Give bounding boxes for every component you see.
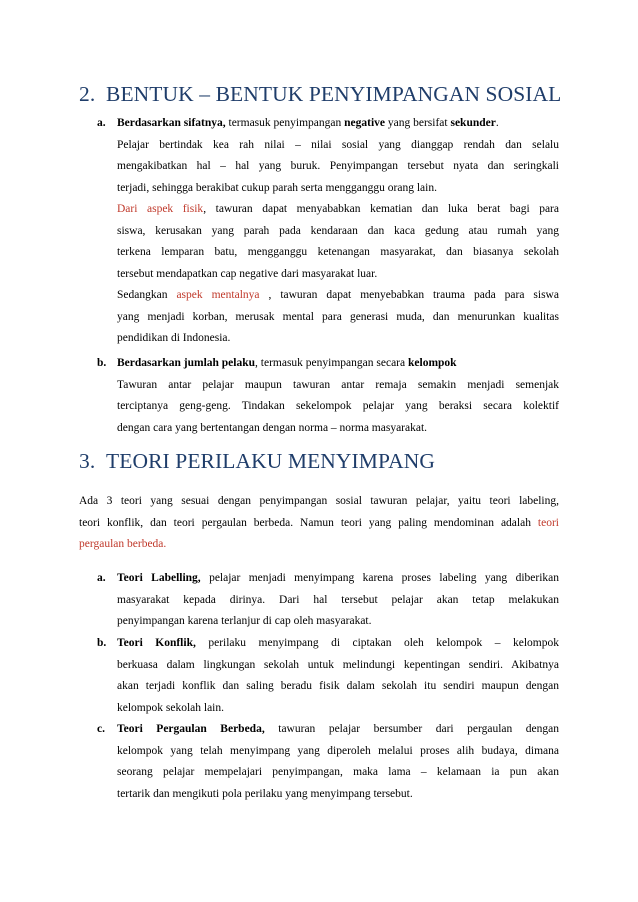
highlight-pergaulan-berbeda: pergaulan berbeda. <box>79 538 167 550</box>
paragraph-line: Tawuran antar pelajar maupun tawuran antar remaja semakin menjadi semenjak <box>117 378 559 391</box>
paragraph-line: berkuasa dalam lingkungan sekolah untuk melindungi kepentingan sendiri. Akibatnya <box>117 658 559 671</box>
list-item-teori-labelling <box>117 568 559 633</box>
paragraph-line: kelompok yang telah menyimpang yang diperoleh melalui proses alih budaya, dimana <box>117 744 559 757</box>
paragraph-line: Ada 3 teori yang sesuai dengan penyimpangan sosial tawuran pelajar, yaitu teori labeling, <box>79 495 559 507</box>
list-item-a <box>117 113 559 350</box>
list-item-b <box>117 353 559 439</box>
bold-kelompok: kelompok <box>408 357 457 369</box>
text: , tawuran dapat menyababkan kematian dan luka berat bagi para <box>203 203 559 215</box>
section-heading-3 <box>79 449 435 474</box>
section-number: 3. <box>79 449 96 473</box>
list-marker-b: b. <box>97 357 107 369</box>
text: termasuk penyimpangan <box>225 117 345 129</box>
paragraph-line: kelompok sekolah lain. <box>117 701 224 714</box>
text: . <box>495 117 499 129</box>
paragraph-line: terjadi, sehingga berakibat cukup parah serta mengganggu orang lain. <box>117 181 437 194</box>
paragraph-line: siswa, kerusakan yang parah pada kendaraan dan kaca gedung atau rumah yang <box>117 224 559 237</box>
paragraph-line: dengan cara yang bertentangan dengan norma – norma masyarakat. <box>117 421 428 434</box>
paragraph-line: terkena lemparan batu, mengganggu ketenangan masyarakat, dan biasanya sekolah <box>117 246 559 258</box>
list-marker-c: c. <box>97 723 105 735</box>
paragraph-line <box>117 719 559 741</box>
section-3-intro <box>79 491 559 556</box>
text: perilaku menyimpang di ciptakan oleh kelompok – kelompok <box>195 637 559 649</box>
paragraph-line: penyimpangan karena terlanjur di cap oleh masyarakat. <box>117 615 372 627</box>
text: pelajar menjadi menyimpang karena proses labeling yang diberikan <box>200 572 559 584</box>
bold-lead: Teori Labelling, <box>117 572 201 584</box>
text: yang bersifat <box>385 117 451 129</box>
paragraph-line: yang menjadi korban, merusak mental para generasi muda, dan menurunkan kualitas <box>117 310 559 323</box>
paragraph-line <box>117 633 559 655</box>
list-item-teori-konflik <box>117 633 559 719</box>
bold-lead: Teori Konflik, <box>117 637 196 649</box>
highlight-teori: teori <box>537 516 559 529</box>
paragraph-line: tersebut mendapatkan cap negative dari masyarakat luar. <box>117 267 378 280</box>
text: , termasuk penyimpangan secara <box>255 357 408 369</box>
section-title: BENTUK – BENTUK PENYIMPANGAN SOSIAL <box>106 82 562 106</box>
text: teori konflik, dan teori pergaulan berbeda. Namun teori yang paling mendominan adalah <box>79 516 531 529</box>
paragraph-line: tertarik dan mengikuti pola perilaku yang menyimpang tersebut. <box>117 787 413 800</box>
paragraph-line <box>117 568 559 590</box>
bold-lead: Berdasarkan sifatnya, <box>117 117 226 129</box>
section-number: 2. <box>79 82 96 106</box>
paragraph-line: Pelajar bertindak kea rah nilai – nilai sosial yang dianggap rendah dan selalu <box>117 138 559 151</box>
paragraph-line: terciptanya geng-geng. Tindakan sekelompok pelajar yang beraksi secara kolektif <box>117 400 559 412</box>
paragraph-line <box>117 199 559 221</box>
highlight-aspek-fisik: Dari aspek fisik <box>117 203 204 215</box>
list-marker-a: a. <box>97 117 106 129</box>
list-marker-a: a. <box>97 572 106 584</box>
paragraph-line: masyarakat kepada dirinya. Dari hal tersebut pelajar akan tetap melakukan <box>117 593 559 606</box>
bold-lead: Teori Pergaulan Berbeda, <box>117 723 265 735</box>
list-marker-b: b. <box>97 637 107 649</box>
paragraph-line: mengakibatkan hal – hal yang buruk. Penyimpangan tersebut nyata dan seringkali <box>117 160 559 172</box>
highlight-aspek-mental: aspek mentalnya <box>176 289 260 301</box>
text: Sedangkan <box>117 289 177 301</box>
paragraph-line: pendidikan di Indonesia. <box>117 332 231 344</box>
item-a-lead-line <box>117 113 559 135</box>
text: tawuran pelajar bersumber dari pergaulan dengan <box>264 723 560 735</box>
section-title: TEORI PERILAKU MENYIMPANG <box>106 449 435 473</box>
bold-sekunder: sekunder <box>450 117 496 129</box>
list-item-teori-pergaulan <box>117 719 559 805</box>
paragraph-line <box>79 513 559 535</box>
paragraph-line <box>79 534 559 556</box>
paragraph-line <box>117 285 559 307</box>
bold-negative: negative <box>344 117 385 129</box>
item-b-lead-line <box>117 353 559 375</box>
text: , tawuran dapat menyebabkan trauma pada para siswa <box>259 289 559 301</box>
bold-lead: Berdasarkan jumlah pelaku <box>117 357 256 369</box>
paragraph-line: akan terjadi konflik dan saling beradu fisik dalam sekolah itu sendiri maupun dengan <box>117 680 559 692</box>
section-heading-2 <box>79 82 561 107</box>
paragraph-line: seorang pelajar mempelajari penyimpangan, maka lama – kelamaan ia pun akan <box>117 766 559 778</box>
